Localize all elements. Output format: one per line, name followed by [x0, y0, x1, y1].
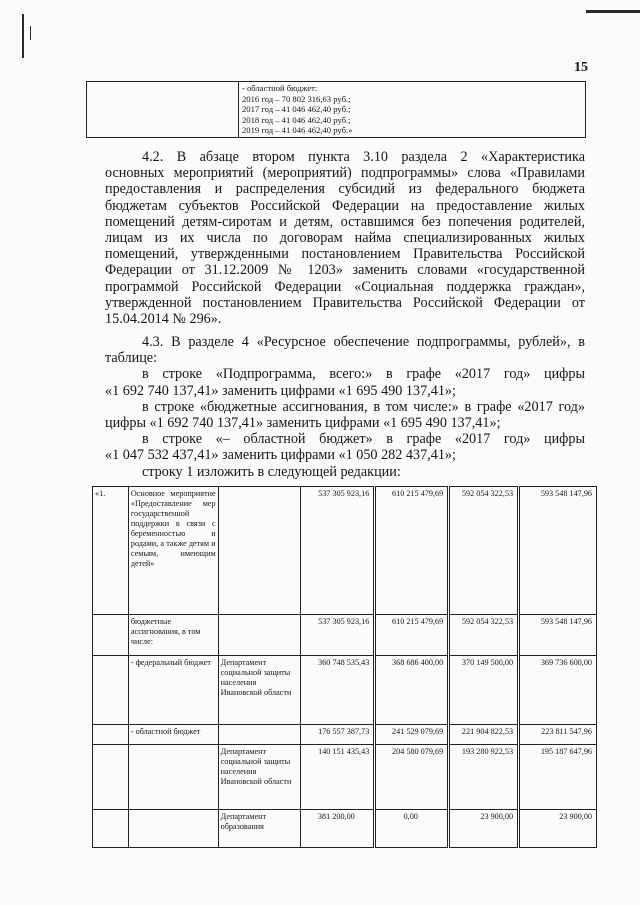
text-line: «1 047 532 437,41» заменить цифрами «1 050 282 437,41»; [105, 447, 456, 464]
budget-table-top [86, 81, 586, 138]
text-line: 4.3. В разделе 4 «Ресурсное обеспечение подпрограммы, рублей», в [142, 334, 585, 350]
text-line: бюджетам субъектов Российской Федерации на предоставление жилых [105, 197, 585, 214]
cell-num [93, 656, 129, 725]
text-line: помещений детям-сиротам и детям, оставшимся без попечения родителей, [105, 213, 585, 230]
cell-2016: 381 200,00 [301, 810, 375, 848]
text-line: в строке «бюджетные ассигнования, в том числе:» в графе «2017 год» [142, 398, 585, 415]
cell-exec: Департамент социальной защиты населения Ивановской области [218, 745, 301, 810]
table-row [93, 810, 597, 848]
text-line: программой Российской Федерации «Социальная поддержка граждан», [105, 278, 585, 295]
cell-2018: 193 280 922,53 [449, 745, 519, 810]
text-line: цифры «1 692 740 137,41» заменить цифрами «1 695 490 137,41»; [105, 415, 501, 432]
cell-num [93, 725, 129, 745]
cell-2017: 610 215 479,69 [375, 615, 449, 656]
cell-num [93, 745, 129, 810]
cell-2018: 370 149 500,00 [449, 656, 519, 725]
text-line: таблице: [105, 350, 158, 367]
text-line: строку 1 изложить в следующей редакции: [142, 463, 401, 480]
table-row [93, 615, 597, 656]
cell-num [93, 615, 129, 656]
budget-line: 2019 год – 41 046 462,40 руб.» [242, 125, 353, 136]
scan-mark-left-small [30, 26, 31, 40]
cell-2016: 140 151 435,43 [301, 745, 375, 810]
cell-name: - федеральный бюджет [128, 656, 218, 725]
cell-exec [218, 615, 301, 656]
cell-2017: 610 215 479,69 [375, 487, 449, 615]
text-line: Федерации от 31.12.2009 № 1203» заменить словами «государственной [105, 262, 585, 279]
text-line: 15.04.2014 № 296». [105, 311, 222, 328]
page-number: 15 [574, 60, 588, 75]
cell-exec [218, 487, 301, 615]
cell-2019: 195 187 647,96 [519, 745, 597, 810]
cell-name [128, 810, 218, 848]
budget-line: 2018 год – 41 046 462,40 руб.; [242, 114, 351, 125]
cell-2017: 204 580 079,69 [375, 745, 449, 810]
text-line: основных мероприятий (мероприятий) подпрограммы» слова «Правилами [105, 165, 585, 182]
cell-2016: 360 748 535,43 [301, 656, 375, 725]
cell-2019: 23 900,00 [519, 810, 597, 848]
budget-line: 2017 год – 41 046 462,40 руб.; [242, 104, 351, 115]
resource-table [92, 486, 597, 848]
table-row [93, 725, 597, 745]
cell-2018: 221 904 822,53 [449, 725, 519, 745]
budget-years-cell [239, 82, 586, 138]
text-line: в строке «Подпрограмма, всего:» в графе «2017 год» цифры [142, 366, 585, 383]
cell-2019: 223 811 547,96 [519, 725, 597, 745]
cell-2018: 23 900,00 [449, 810, 519, 848]
cell-2016: 176 557 387,73 [301, 725, 375, 745]
text-line: предоставления и распределения субсидий из федерального бюджета [105, 181, 585, 198]
cell-name: бюджетные ассигнования, в том числе: [128, 615, 218, 656]
section-4-3 [105, 334, 585, 480]
section-4-2 [105, 149, 585, 327]
cell-2019: 369 736 600,00 [519, 656, 597, 725]
cell-2018: 592 054 322,53 [449, 615, 519, 656]
text-line: «1 692 740 137,41» заменить цифрами «1 695 490 137,41»; [105, 382, 456, 399]
cell-2017: 241 529 079,69 [375, 725, 449, 745]
cell-2019: 593 548 147,96 [519, 487, 597, 615]
cell-2017: 368 686 400,00 [375, 656, 449, 725]
text-line: утвержденной постановлением Правительства Российской Федерации от [105, 294, 585, 311]
text-line: помещений, утвержденными постановлением Правительства Российской [105, 246, 585, 263]
cell-exec: Департамент образования [218, 810, 301, 848]
cell-2018: 592 054 322,53 [449, 487, 519, 615]
cell-name: Основное мероприятие «Предоставление мер государственной поддержки в связи с беременностью и родами, а также детям и семьям, имеющим детей» [128, 487, 218, 615]
scan-mark-top-right [586, 10, 640, 13]
cell-2016: 537 305 923,16 [301, 615, 375, 656]
cell-2017: 0,00 [375, 810, 449, 848]
table-row [93, 656, 597, 725]
cell-name: - областной бюджет [128, 725, 218, 745]
budget-line: - областной бюджет: [242, 83, 318, 93]
cell-name [128, 745, 218, 810]
scan-mark-left [22, 14, 24, 58]
empty-cell [87, 82, 239, 138]
table-row [93, 745, 597, 810]
table-row [93, 487, 597, 615]
cell-exec: Департамент социальной защиты населения Ивановской области [218, 656, 301, 725]
cell-num: «1. [93, 487, 129, 615]
cell-2019: 593 548 147,96 [519, 615, 597, 656]
text-line: в строке «– областной бюджет» в графе «2017 год» цифры [142, 431, 585, 448]
text-line: лицам из их числа по договорам найма специализированных жилых [105, 230, 585, 247]
cell-num [93, 810, 129, 848]
cell-exec [218, 725, 301, 745]
cell-2016: 537 305 923,16 [301, 487, 375, 615]
text-line: 4.2. В абзаце втором пункта 3.10 раздела 2 «Характеристика [142, 149, 585, 165]
budget-line: 2016 год – 70 802 316,63 руб.; [242, 93, 351, 104]
